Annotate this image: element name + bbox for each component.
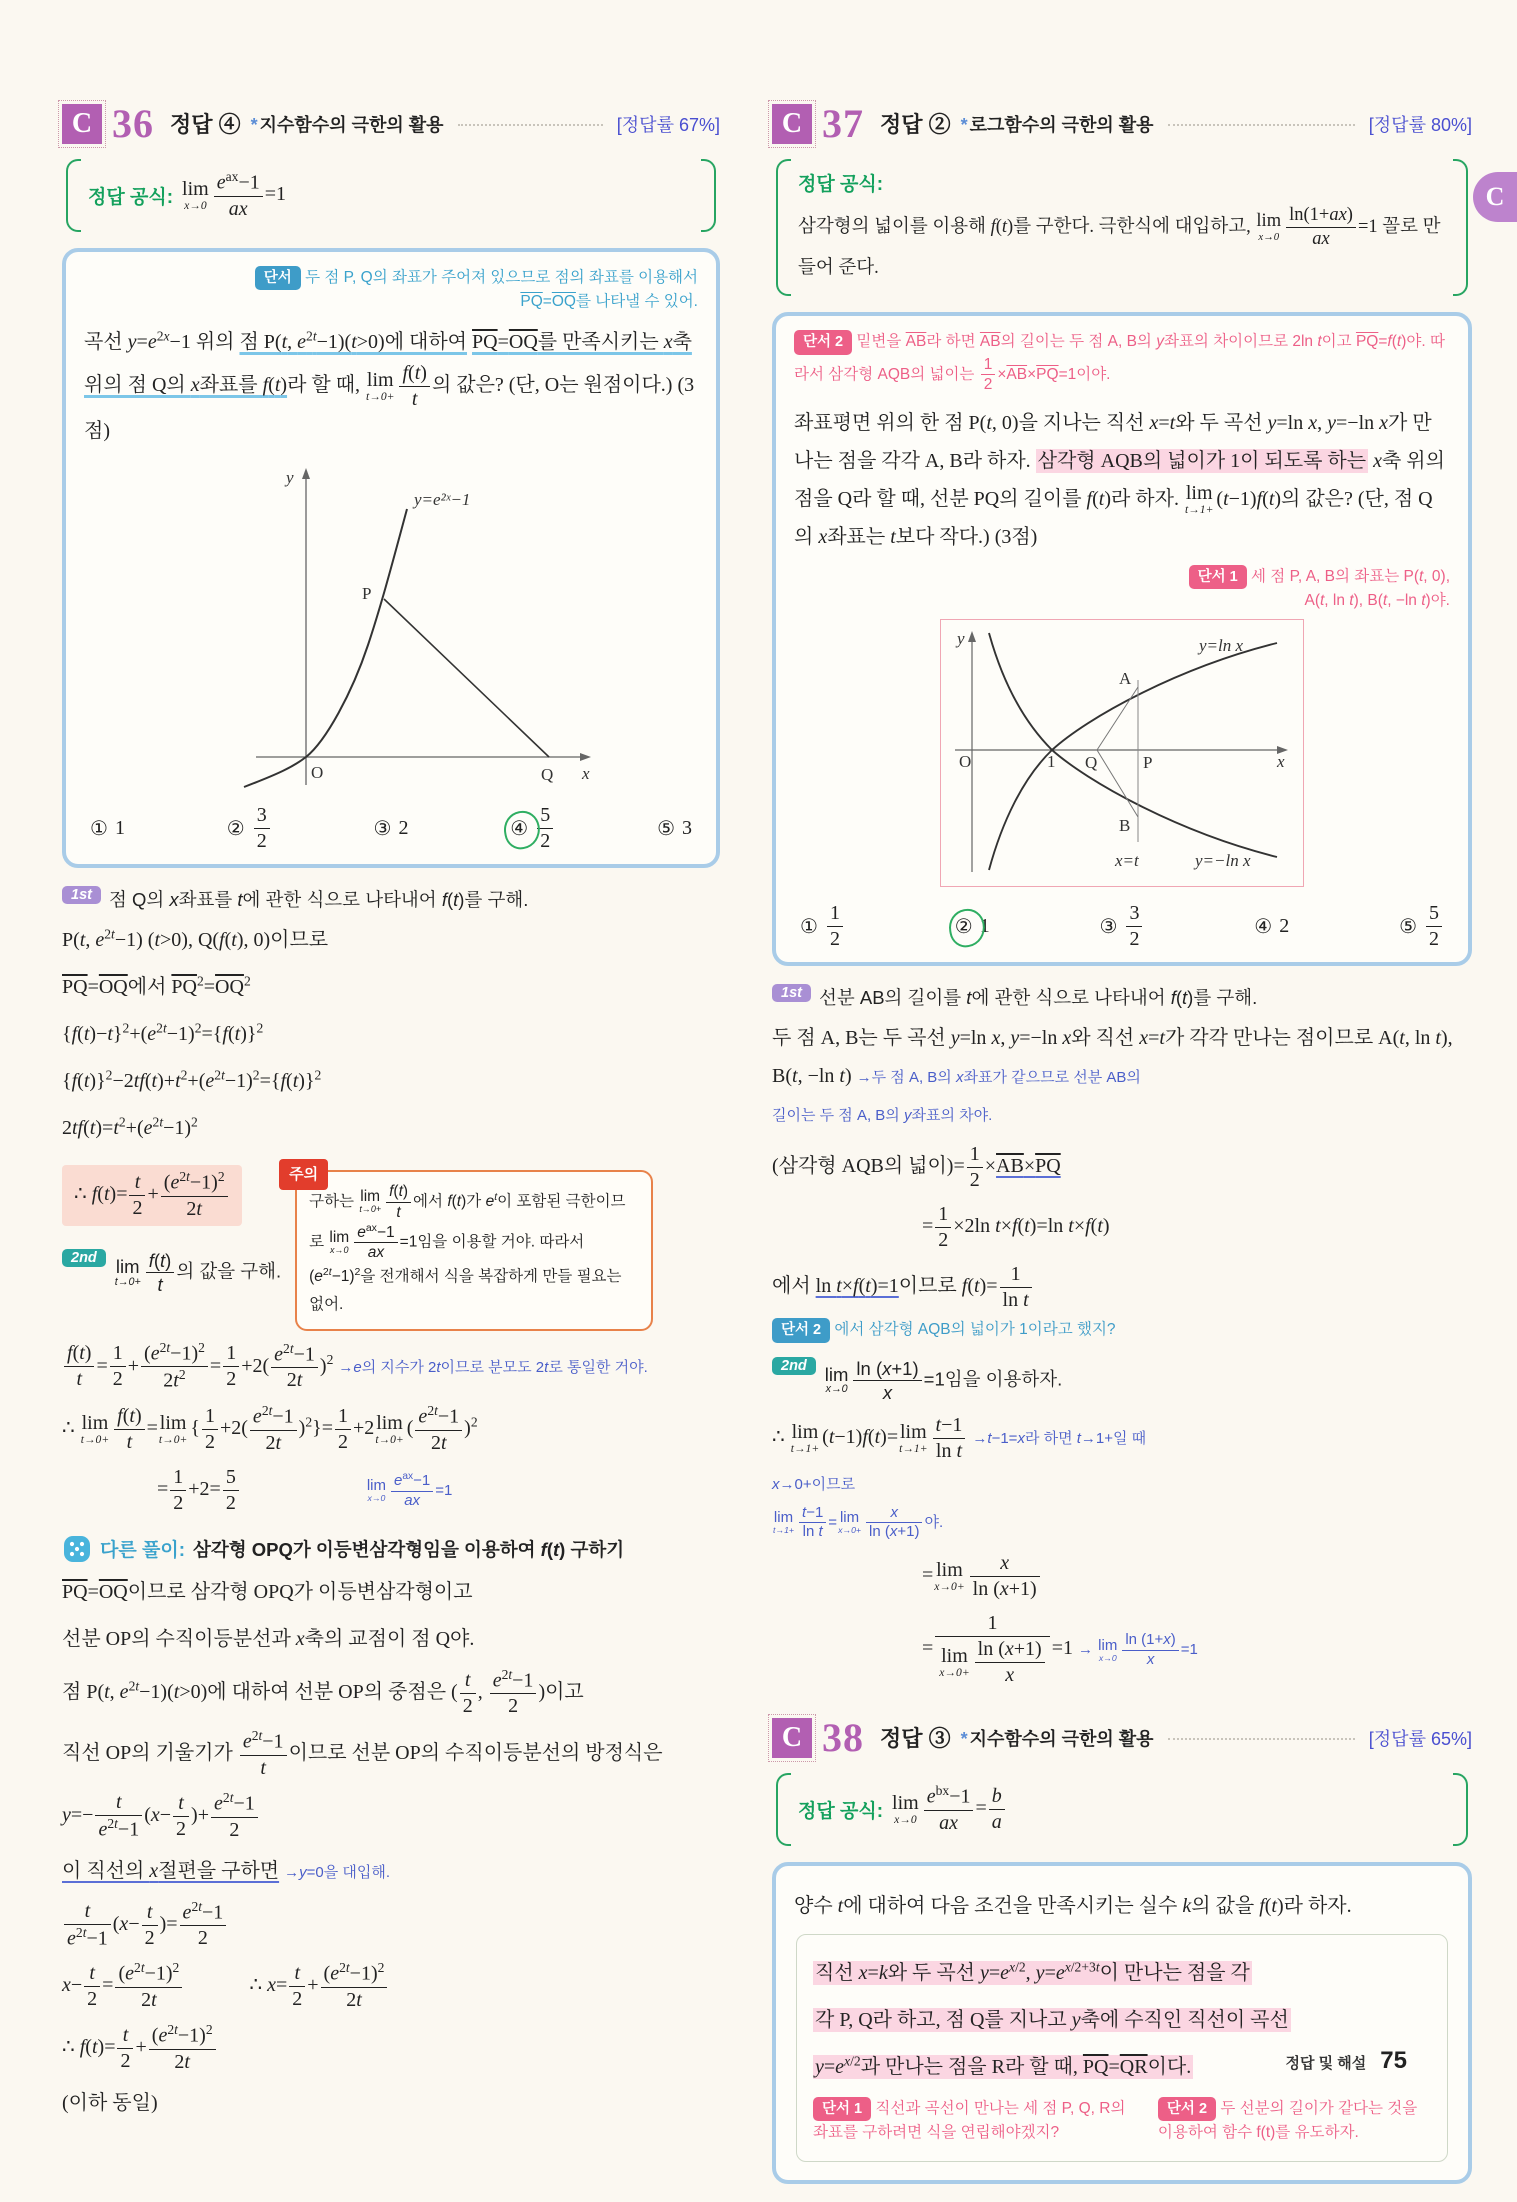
q36-sol-line: $\{f(t)-t\}^2+(e^{2t}-1)^2=\{f(t)\}^2$	[62, 1020, 264, 1046]
asterisk-icon: *	[250, 114, 258, 135]
q37-eq-line: = 1 lim x→0+ $\frac{\ln (x+1)}{x}$ =1 → lim x→0 $\frac{\ln (1+x)}{x}$ =1	[922, 1612, 1198, 1687]
q38-letter-badge: C	[772, 1718, 812, 1758]
q36-alt-line: $\overline{PQ}=\overline{OQ}$이므로 삼각형 OPQ가 이등변삼각형이고	[62, 1580, 473, 1603]
q37-step1: 1st 선분 AB의 길이를 t에 관한 식으로 나타내어 f(t)를 구해.	[772, 984, 1472, 1010]
q36-correct-rate: [정답률 67%]	[616, 114, 720, 135]
q36-alt-line: (이하 동일)	[62, 2091, 158, 2114]
choice-5: ⑤ $\frac{5}{2}$	[1399, 901, 1444, 952]
svg-text:Q: Q	[1085, 753, 1098, 773]
svg-text:O: O	[311, 763, 324, 783]
q38-problem-intro: 양수 t에 대하여 다음 조건을 만족시키는 실수 k의 값을 f(t)라 하자.	[794, 1894, 1352, 1917]
choice-2: ② $\frac{3}{2}$	[227, 803, 272, 854]
q36-alt-line: 이 직선의 x절편을 구하면 →y=0을 대입해.	[62, 1859, 390, 1882]
q36-alt-line: ∴ f(t)= $\frac{t}{2}$ + $\frac{(e^{2t}-1)^2}{2t}$	[62, 2022, 720, 2075]
choice-4: ④ 2	[1254, 915, 1290, 939]
q37-graph	[794, 619, 1450, 887]
q36-formula: lim x→0 $e^{ax}-1$ ax =1	[182, 169, 286, 220]
q37-eq-line: = lim x→0+ $\frac{x}{\ln (x+1)}$	[922, 1551, 1472, 1602]
q38-header	[772, 1714, 1472, 1761]
q36-alt-line: y=− $\frac{t}{e^{2t}-1}$ (x− $\frac{t}{2}$ )+ $\frac{e^{2t}-1}{2}$	[62, 1790, 720, 1843]
svg-text:x: x	[1277, 752, 1285, 772]
section-tab: C	[1473, 172, 1517, 222]
q38-clue2-note: 단서 2 두 선분의 길이가 같다는 것을 이용하여 함수 f(t)를 유도하자.	[1158, 2097, 1431, 2145]
q37-formula: 삼각형의 넓이를 이용해 f(t)를 구한다. 극한식에 대입하고, lim x→0 $\frac{\ln(1+ax)}{ax}$ =1 꼴로 만들어 준다.	[798, 205, 1441, 279]
q37-graph-svg	[947, 624, 1297, 877]
q38-answer-label: 정답 ③	[880, 1726, 951, 1752]
svg-text:y: y	[286, 468, 294, 488]
choice-5: ⑤ 3	[657, 817, 692, 841]
page-footer	[1286, 2047, 1408, 2075]
clue2-badge: 단서 2	[794, 330, 852, 354]
q36-result-highlight: ∴ f(t)= $\frac{t}{2}$ + $\frac{(e^{2t}-1)^2}{2t}$	[62, 1165, 242, 1226]
q38-formula-box: 정답 공식: lim x→0 $e^{bx}-1$ ax = $\frac{b}{a}$	[776, 1773, 1468, 1846]
q37-clue2-note: 단서 2 밑변을 $\overline{AB}$라 하면 $\overline{AB}$의 길이는 두 점 A, B의 y좌표의 차이이므로 2ln t이고 $\overline{PQ}=f(t)$야. 따라서 삼각형 AQB의 넓이는 $\frac{1}{2}$ $\times\overline{AB}\times\overline{PQ}=1$이야.	[794, 330, 1450, 394]
clue1-badge: 단서 1	[813, 2097, 871, 2121]
q37-step2: 2nd lim x→0 $\frac{\ln (x+1)}{x}$ =1임을 이용하자.	[772, 1357, 1472, 1404]
q37-topic: * 로그함수의 극한의 활용	[960, 114, 1154, 135]
q36-step2: 2nd lim t→0+ $\frac{f(t)}{t}$ 의 값을 구해.	[62, 1249, 281, 1296]
page-number: 75	[1380, 2047, 1407, 2074]
svg-text:x: x	[582, 764, 590, 784]
q37-clue1-note: 단서 1 세 점 P, A, B의 좌표는 P(t, 0), A(t, ln t), B(t, −ln t)야.	[794, 565, 1450, 613]
choice-1: ① $\frac{1}{2}$	[800, 901, 845, 952]
q36-choices	[84, 795, 698, 856]
q37-graph-frame	[940, 619, 1304, 887]
svg-text:y: y	[957, 629, 965, 649]
choice-2-correct: ② 1	[954, 915, 990, 939]
q37-sol-line: (삼각형 AQB의 넓이)= $\frac{1}{2}$ ×AB×PQ	[772, 1143, 1061, 1192]
q36-alt-line: 점 P(t, $e^{2t}-1)(t>0)$에 대하여 선분 OP의 중점은 ( $\frac{t}{2}$ , $\frac{e^{2t}-1}{2}$ )이고	[62, 1666, 584, 1718]
svg-text:y=−ln x: y=−ln x	[1195, 851, 1251, 871]
step2-badge: 2nd	[772, 1357, 816, 1375]
svg-text:Q: Q	[541, 765, 554, 785]
q38-problem-box	[772, 1862, 1472, 2184]
q38-condition-line: 각 P, Q라 하고, 점 Q를 지나고 y축에 수직인 직선이 곡선	[815, 2008, 1289, 2031]
svg-text:A: A	[1119, 669, 1132, 689]
q37-correct-rate: [정답률 80%]	[1368, 114, 1472, 135]
choice-3: ③ $\frac{3}{2}$	[1100, 901, 1145, 952]
q36-caution-box: 주의 구하는 lim t→0+ $\frac{f(t)}{t}$ 에서 f(t)가 $e^t$이 포함된 극한이므로 lim x→0 $e^{ax}-1$ ax =1임을 이용할 거야. 따라서 $(e^{2t}-1)^2$을 전개해서 식을 복잡하게 만들 필요는 없어.	[295, 1170, 653, 1331]
q36-eq-line: ∴ lim t→0+ $\frac{f(t)}{t}$ =lim t→0+ { $\frac{1}{2}$ +2( $\frac{e^{2t}-1}{2t}$ )$^2$}= $\frac{1}{2}$ +2lim t→0+ ( $\frac{e^{2t}-1}{2t}$ )$^2$	[62, 1403, 478, 1454]
q36-topic: * 지수함수의 극한의 활용	[250, 114, 444, 135]
q36-alt-solution-header: 다른 풀이: 삼각형 OPQ가 이등변삼각형임을 이용하여 f(t) 구하기	[62, 1534, 720, 1564]
q38-correct-rate: [정답률 65%]	[1368, 1728, 1472, 1749]
choice-4-correct: ④ $\frac{5}{2}$	[510, 803, 555, 854]
q38-condition-line: 직선 x=k와 두 곡선 $y=e^{x/2}$, $y=e^{x/2+3t}$이 만나는 점을 각	[815, 1959, 1250, 1984]
q36-sol-line: $\overline{PQ}=\overline{OQ}$에서 $\overline{PQ}^2=\overline{OQ}^2$	[62, 973, 251, 999]
dice-icon	[62, 1534, 92, 1564]
q36-highlight-row	[62, 1156, 720, 1331]
dotted-leader	[1168, 1736, 1355, 1740]
q36-sol-line: P(t, $e^{2t}-1$) (t>0), Q(f(t), 0)이므로	[62, 926, 329, 952]
q36-eq-line: = $\frac{1}{2}$ +2= $\frac{5}{2}$ lim x→0 $e^{ax}-1$ ax =1	[157, 1465, 453, 1514]
clue1-badge: 단서 1	[1189, 565, 1247, 589]
svg-text:B: B	[1119, 816, 1131, 836]
q36-clue-note: 단서 두 점 P, Q의 좌표가 주어져 있으므로 점의 좌표를 이용해서 $\overline{PQ}=\overline{OQ}$를 나타낼 수 있어.	[84, 266, 698, 314]
q36-graph-svg	[186, 459, 596, 789]
svg-text:y=ln x: y=ln x	[1199, 636, 1244, 656]
q37-eq-line: ∴ lim t→1+ (t−1)f(t)=lim t→1+ $\frac{t-1}{\text{ln t}}$ →t−1=x라 하면 t→1+일 때 x→0+이므로 lim t→1+ $\frac{t-1}{\text{ln t}}$ = lim x→0+ $\frac{x}{\ln (x+1)}$ 야.	[772, 1413, 1147, 1541]
q36-problem-box	[62, 248, 720, 868]
q36-header	[62, 100, 720, 147]
dotted-leader	[1168, 122, 1355, 126]
q38-number: 38	[822, 1715, 864, 1761]
q36-eq-line: $\frac{f(t)}{t}$ = $\frac{1}{2}$ + $\frac{(e^{2t}-1)^2}{2t^2}$ = $\frac{1}{2}$ +2( $\frac{e^{2t}-1}{2t}$ )$^2$ →e의 지수가 2t이므로 분모도 2t로 통일한 거야.	[62, 1340, 720, 1394]
q37-header	[772, 100, 1472, 147]
q36-alt-line: 직선 OP의 기울기가 $\frac{e^{2t}-1}{t}$ 이므로 선분 OP의 수직이등분선의 방정식은	[62, 1728, 663, 1780]
step1-badge: 1st	[772, 984, 811, 1002]
q36-graph	[84, 459, 698, 789]
q37-formula-box: 정답 공식: 삼각형의 넓이를 이용해 f(t)를 구한다. 극한식에 대입하고, lim x→0 $\frac{\ln(1+ax)}{ax}$ =1 꼴로 만들어 준다.	[776, 159, 1468, 296]
q36-letter-badge: C	[62, 104, 102, 144]
q37-sol-line: 두 점 A, B는 두 곡선 y=ln x, y=−ln x와 직선 x=t가 각각 만나는 점이므로 A(t, ln t), B(t, −ln t) →두 점 A, B의 x좌표가 같으므로 선분 AB의 길이는 두 점 A, B의 y좌표의 차야.	[772, 1027, 1453, 1125]
column-left	[62, 100, 720, 2131]
q38-clue1-note: 단서 1 직선과 곡선이 만나는 세 점 P, Q, R의 좌표를 구하려면 식을 연립해야겠지?	[813, 2097, 1144, 2145]
q37-sol-line: = $\frac{1}{2}$ ×2ln t×f(t)=ln t×f(t)	[922, 1203, 1110, 1252]
q36-alt-line: 선분 OP의 수직이등분선과 x축의 교점이 점 Q야.	[62, 1627, 475, 1650]
q36-formula-box: 정답 공식: lim x→0 $e^{ax}-1$ ax =1	[66, 159, 716, 232]
svg-text:P: P	[362, 584, 372, 604]
choice-1: ① 1	[90, 817, 125, 841]
q37-number: 37	[822, 101, 864, 146]
asterisk-icon: *	[960, 114, 968, 135]
q36-number: 36	[112, 101, 154, 146]
q38-topic: * 지수함수의 극한의 활용	[960, 1728, 1154, 1749]
q37-answer-label: 정답 ②	[880, 112, 951, 137]
q36-answer-label: 정답 ④	[170, 112, 241, 137]
svg-text:x=t: x=t	[1115, 851, 1139, 871]
caution-badge: 주의	[279, 1159, 328, 1190]
q36-sol-line: $\{f(t)\}^2-2tf(t)+t^2+(e^{2t}-1)^2=\{f(t)\}^2$	[62, 1067, 322, 1093]
svg-text:y=e²ˣ−1: y=e²ˣ−1	[414, 490, 471, 510]
svg-text:1: 1	[1047, 752, 1056, 772]
q36-alt-line: x− $\frac{t}{2}$ = $\frac{(e^{2t}-1)^2}{2t}$ ∴ x= $\frac{t}{2}$ + $\frac{(e^{2t}-1)^2}{2t}$	[62, 1960, 720, 2013]
q38-formula: lim x→0 $e^{bx}-1$ ax = $\frac{b}{a}$	[891, 1783, 1007, 1836]
clue-badge: 단서	[255, 266, 301, 290]
clue2-badge: 단서 2	[1158, 2097, 1216, 2121]
q36-sol-line: $2tf(t)=t^2+(e^{2t}-1)^2$	[62, 1114, 198, 1140]
q37-problem-box	[772, 312, 1472, 966]
q37-letter-badge: C	[772, 104, 812, 144]
q36-problem-text: 곡선 $y=e^{2x}-1$ 위의 점 P(t, $e^{2t}-1)(t>0)$에 대하여 PQ=OQ를 만족시키는 x축 위의 점 Q의 x좌표를 f(t)라 할 때, lim t→0+ $\frac{f(t)}{t}$ 의 값은? (단, O는 원점이다.) (3점)	[84, 328, 695, 443]
choice-3: ③ 2	[373, 817, 409, 841]
q37-choices	[794, 893, 1450, 954]
q36-step1: 1st 점 Q의 x좌표를 t에 관한 식으로 나타내어 f(t)를 구해.	[62, 886, 720, 912]
q37-sol-line: 에서 ln t×f(t)=1이므로 f(t)= $\frac{1}{\text{ln t}}$	[772, 1262, 1472, 1313]
asterisk-icon: *	[960, 1728, 968, 1749]
footer-label: 정답 및 해설	[1285, 2055, 1367, 2072]
svg-text:P: P	[1143, 753, 1153, 773]
svg-text:O: O	[959, 752, 972, 772]
dotted-leader	[458, 122, 603, 126]
clue2-badge: 단서 2	[772, 1318, 830, 1342]
q38-condition-line: $y=e^{x/2}$과 만나는 점을 R라 할 때, $\overline{PQ}=\overline{QR}$이다.	[815, 2053, 1192, 2078]
q37-problem-text: 좌표평면 위의 한 점 P(t, 0)을 지나는 직선 x=t와 두 곡선 y=ln x, y=−ln x가 만나는 점을 각각 A, B라 하자. 삼각형 AQB의 넓이가 1이 되도록 하는 x축 위의 점을 Q라 할 때, 선분 PQ의 길이를 f(t)라 하자. lim t→1+ (t−1)f(t)의 값은? (단, 점 Q의 x좌표는 t보다 작다.) (3점)	[794, 411, 1445, 548]
step1-badge: 1st	[62, 886, 101, 904]
q36-alt-line: $\frac{t}{e^{2t}-1}$ (x− $\frac{t}{2}$ )= $\frac{e^{2t}-1}{2}$	[62, 1899, 720, 1952]
column-right	[772, 100, 1472, 2202]
step2-badge: 2nd	[62, 1249, 106, 1267]
q37-area-note: 단서 2 에서 삼각형 AQB의 넓이가 1이라고 했지?	[772, 1318, 1472, 1342]
